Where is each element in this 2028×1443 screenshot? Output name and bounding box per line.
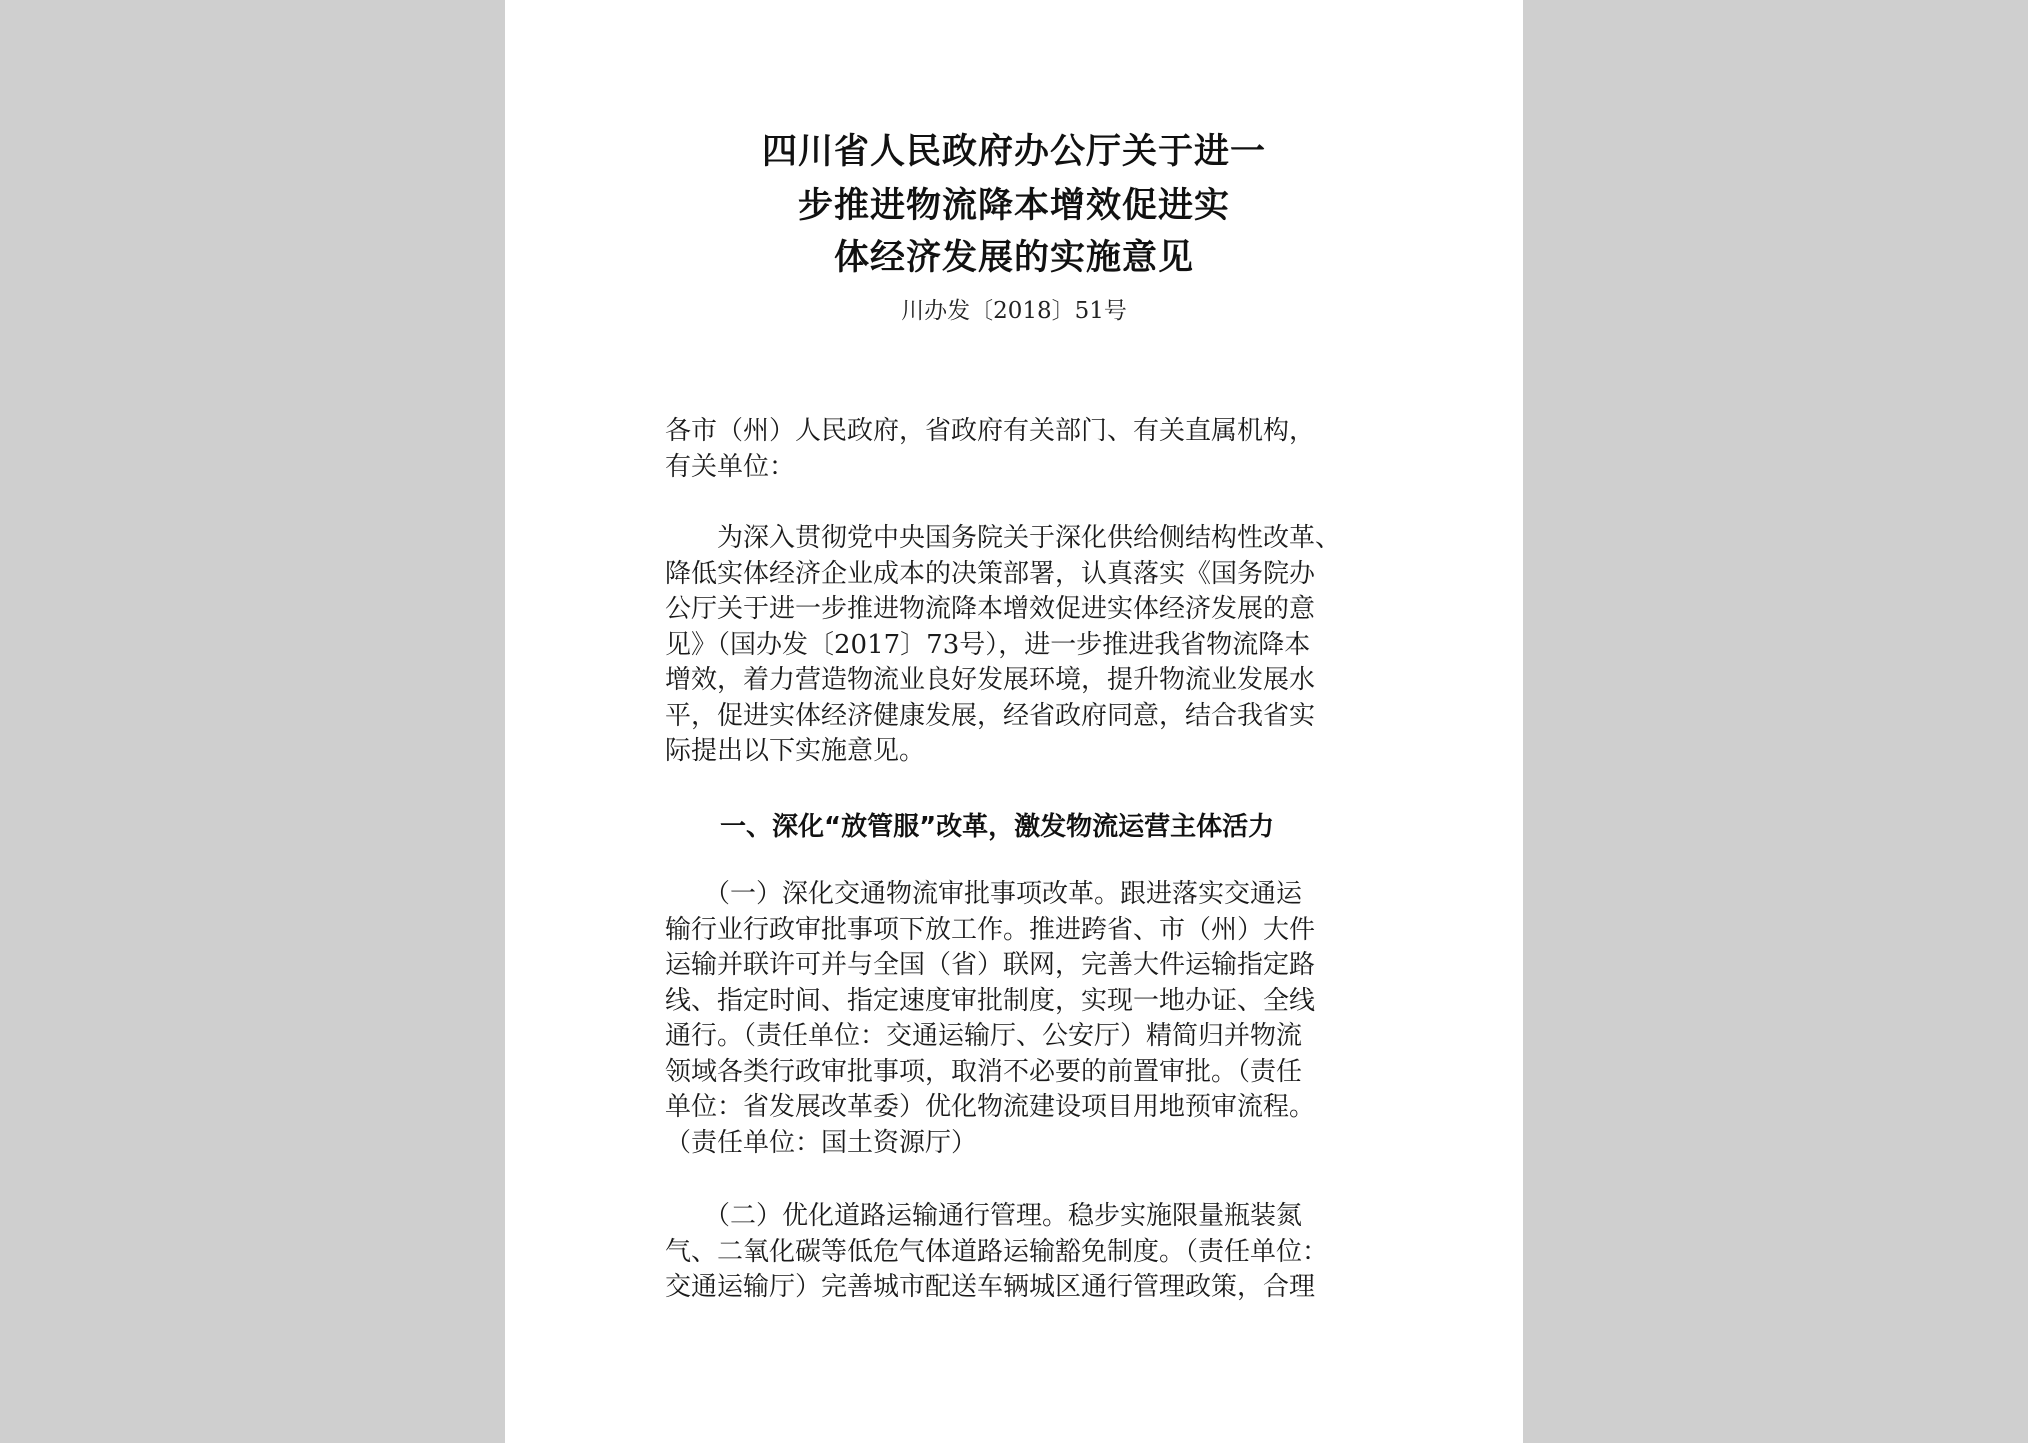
paragraph-line: 平，促进实体经济健康发展，经省政府同意，结合我省实 [665,700,1316,731]
paragraph-line: 线、指定时间、指定速度审批制度，实现一地办证、全线 [665,985,1316,1016]
salutation-line: 各市（州）人民政府，省政府有关部门、有关直属机构， [665,416,1316,446]
paragraph-line: 增效，着力营造物流业良好发展环境，提升物流业发展水 [665,665,1316,695]
paragraph-line: 公厅关于进一步推进物流降本增效促进实体经济发展的意 [665,594,1316,624]
item-1-paragraph [665,877,1365,1161]
intro-paragraph [665,521,1365,770]
paragraph-line: （责任单位：国土资源厅） [665,1127,978,1158]
paragraph-line: 气、二氧化碳等低危气体道路运输豁免制度。（责任单位： [665,1236,1329,1267]
paragraph-line: 为深入贯彻党中央国务院关于深化供给侧结构性改革、 [665,523,1342,553]
paragraph-line: 运输并联许可并与全国（省）联网，完善大件运输指定路 [665,950,1316,980]
paragraph-line: 交通运输厅）完善城市配送车辆城区通行管理政策，合理 [665,1272,1316,1302]
paragraph-line: 通行。（责任单位：交通运输厅、公安厅）精简归并物流 [665,1021,1303,1051]
document-title-line-2: 步推进物流降本增效促进实 [797,186,1230,226]
salutation [665,414,1365,485]
document-number: 川办发〔2018〕51号 [901,298,1127,324]
paragraph-line: （一）深化交通物流审批事项改革。跟进落实交通运 [665,879,1303,909]
paragraph-line: 领域各类行政审批事项，取消不必要的前置审批。（责任 [665,1056,1303,1087]
paragraph-line: 降低实体经济企业成本的决策部署，认真落实《国务院办 [665,558,1316,589]
salutation-line: 有关单位： [665,451,796,482]
paragraph-line: （二）优化道路运输通行管理。稳步实施限量瓶装氮 [665,1201,1303,1231]
paragraph-line: 际提出以下实施意见。 [665,736,926,766]
document-title-line-1: 四川省人民政府办公厅关于进一 [761,132,1266,172]
document-title-line-3: 体经济发展的实施意见 [833,238,1194,278]
section-heading: 一、深化“放管服”改革，激发物流运营主体活力 [720,812,1275,842]
item-2-paragraph [665,1199,1365,1306]
paragraph-line: 单位：省发展改革委）优化物流建设项目用地预审流程。 [665,1092,1316,1122]
document-page [505,0,1523,1443]
paragraph-line: 见》（国办发〔2017〕73号），进一步推进我省物流降本 [665,629,1311,660]
paragraph-line: 输行业行政审批事项下放工作。推进跨省、市（州）大件 [665,914,1316,945]
